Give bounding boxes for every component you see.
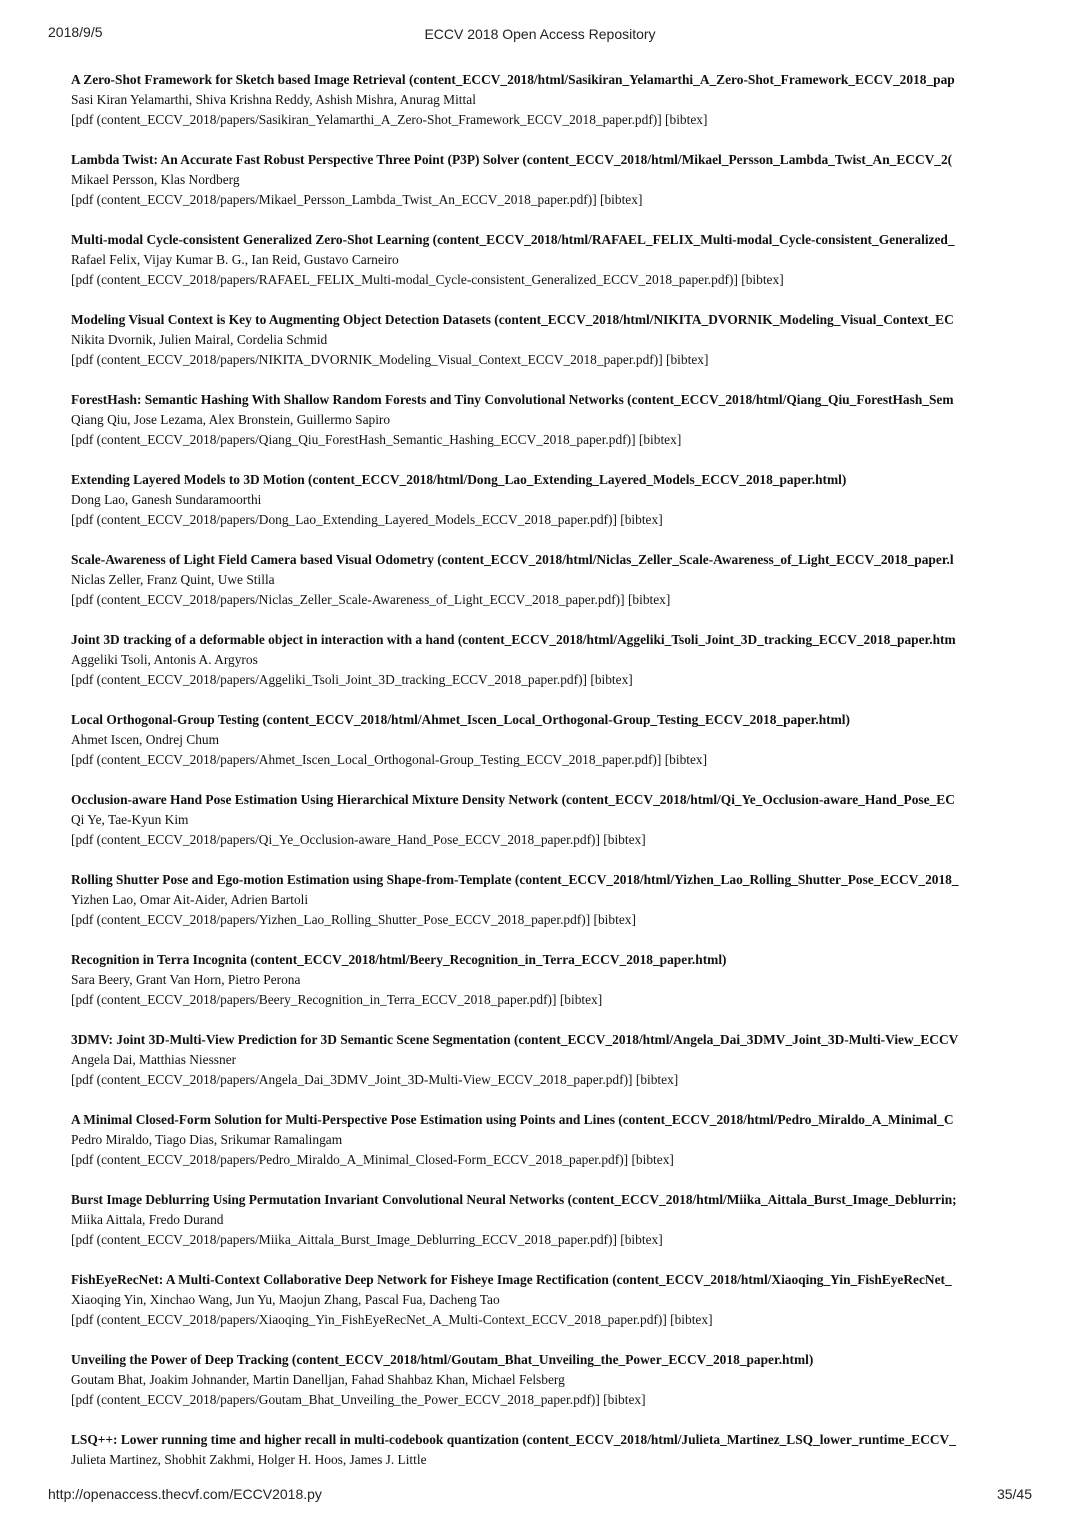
paper-title-link[interactable]: Local Orthogonal-Group Testing (content_ECCV_2018/html/Ahmet_Iscen_Local_Orthogonal-Group_Testing_ECCV_2018_paper.html) bbox=[71, 712, 850, 727]
paper-title-link[interactable]: Lambda Twist: An Accurate Fast Robust Perspective Three Point (P3P) Solver (content_ECCV_2018/html/Mikael_Persson_Lambda_Twist_An_ECCV_2( bbox=[71, 152, 953, 167]
paper-authors: Sasi Kiran Yelamarthi, Shiva Krishna Reddy, Ashish Mishra, Anurag Mittal bbox=[71, 92, 476, 107]
paper-entry bbox=[71, 630, 1033, 710]
paper-authors: Dong Lao, Ganesh Sundaramoorthi bbox=[71, 492, 262, 507]
paper-authors: Ahmet Iscen, Ondrej Chum bbox=[71, 732, 220, 747]
paper-title-link[interactable]: Joint 3D tracking of a deformable object in interaction with a hand (content_ECCV_2018/html/Aggeliki_Tsoli_Joint_3D_tracking_ECCV_2018_paper.htm bbox=[71, 632, 956, 647]
paper-authors: Sara Beery, Grant Van Horn, Pietro Perona bbox=[71, 972, 301, 987]
paper-entry bbox=[71, 1350, 1033, 1430]
paper-entry bbox=[71, 1270, 1033, 1350]
paper-authors: Nikita Dvornik, Julien Mairal, Cordelia Schmid bbox=[71, 332, 328, 347]
paper-entry bbox=[71, 230, 1033, 310]
paper-title-link[interactable]: Unveiling the Power of Deep Tracking (content_ECCV_2018/html/Goutam_Bhat_Unveiling_the_Power_ECCV_2018_paper.html) bbox=[71, 1352, 814, 1367]
paper-title-link[interactable]: Recognition in Terra Incognita (content_ECCV_2018/html/Beery_Recognition_in_Terra_ECCV_2018_paper.html) bbox=[71, 952, 727, 967]
paper-title-link[interactable]: A Zero-Shot Framework for Sketch based Image Retrieval (content_ECCV_2018/html/Sasikiran_Yelamarthi_A_Zero-Shot_Framework_ECCV_2018_pap bbox=[71, 72, 955, 87]
paper-authors: Yizhen Lao, Omar Ait-Aider, Adrien Bartoli bbox=[71, 892, 309, 907]
paper-entry bbox=[71, 1110, 1033, 1190]
paper-pdf-bibtex-links[interactable]: [pdf (content_ECCV_2018/papers/Sasikiran_Yelamarthi_A_Zero-Shot_Framework_ECCV_2018_paper.pdf)] [bibtex] bbox=[71, 112, 708, 127]
paper-authors: Qi Ye, Tae-Kyun Kim bbox=[71, 812, 189, 827]
paper-title-link[interactable]: Occlusion-aware Hand Pose Estimation Using Hierarchical Mixture Density Network (content_ECCV_2018/html/Qi_Ye_Occlusion-aware_Hand_Pose_EC bbox=[71, 792, 955, 807]
paper-title-link[interactable]: 3DMV: Joint 3D-Multi-View Prediction for 3D Semantic Scene Segmentation (content_ECCV_2018/html/Angela_Dai_3DMV_Joint_3D-Multi-View_ECCV bbox=[71, 1032, 959, 1047]
paper-authors: Julieta Martinez, Shobhit Zakhmi, Holger H. Hoos, James J. Little bbox=[71, 1452, 427, 1467]
paper-title-link[interactable]: Burst Image Deblurring Using Permutation Invariant Convolutional Neural Networks (content_ECCV_2018/html/Miika_Aittala_Burst_Image_Deblurrin; bbox=[71, 1192, 957, 1207]
paper-authors: Aggeliki Tsoli, Antonis A. Argyros bbox=[71, 652, 258, 667]
paper-authors: Niclas Zeller, Franz Quint, Uwe Stilla bbox=[71, 572, 275, 587]
paper-title-link[interactable]: Extending Layered Models to 3D Motion (content_ECCV_2018/html/Dong_Lao_Extending_Layered_Models_ECCV_2018_paper.html) bbox=[71, 472, 847, 487]
paper-pdf-bibtex-links[interactable]: [pdf (content_ECCV_2018/papers/Miika_Aittala_Burst_Image_Deblurring_ECCV_2018_paper.pdf)] [bibtex] bbox=[71, 1232, 663, 1247]
paper-title-link[interactable]: Modeling Visual Context is Key to Augmenting Object Detection Datasets (content_ECCV_2018/html/NIKITA_DVORNIK_Modeling_Visual_Context_EC bbox=[71, 312, 954, 327]
paper-title-link[interactable]: Rolling Shutter Pose and Ego-motion Estimation using Shape-from-Template (content_ECCV_2018/html/Yizhen_Lao_Rolling_Shutter_Pose_ECCV_2018_ bbox=[71, 872, 959, 887]
paper-pdf-bibtex-links[interactable]: [pdf (content_ECCV_2018/papers/RAFAEL_FELIX_Multi-modal_Cycle-consistent_Generalized_ECCV_2018_paper.pdf)] [bibtex] bbox=[71, 272, 784, 287]
paper-pdf-bibtex-links[interactable]: [pdf (content_ECCV_2018/papers/Aggeliki_Tsoli_Joint_3D_tracking_ECCV_2018_paper.pdf)] [bibtex] bbox=[71, 672, 633, 687]
paper-entry bbox=[71, 550, 1033, 630]
print-date: 2018/9/5 bbox=[48, 24, 103, 40]
paper-authors: Mikael Persson, Klas Nordberg bbox=[71, 172, 240, 187]
paper-entry bbox=[71, 950, 1033, 1030]
paper-entry bbox=[71, 390, 1033, 470]
paper-entry bbox=[71, 1030, 1033, 1110]
paper-title-link[interactable]: FishEyeRecNet: A Multi-Context Collaborative Deep Network for Fisheye Image Rectification (content_ECCV_2018/html/Xiaoqing_Yin_FishEyeRecNet_ bbox=[71, 1272, 952, 1287]
page-title: ECCV 2018 Open Access Repository bbox=[424, 26, 656, 42]
paper-pdf-bibtex-links[interactable]: [pdf (content_ECCV_2018/papers/Yizhen_Lao_Rolling_Shutter_Pose_ECCV_2018_paper.pdf)] [bibtex] bbox=[71, 912, 636, 927]
paper-pdf-bibtex-links[interactable]: [pdf (content_ECCV_2018/papers/NIKITA_DVORNIK_Modeling_Visual_Context_ECCV_2018_paper.pdf)] [bibtex] bbox=[71, 352, 709, 367]
paper-pdf-bibtex-links[interactable]: [pdf (content_ECCV_2018/papers/Qiang_Qiu_ForestHash_Semantic_Hashing_ECCV_2018_paper.pdf)] [bibtex] bbox=[71, 432, 682, 447]
paper-authors: Qiang Qiu, Jose Lezama, Alex Bronstein, Guillermo Sapiro bbox=[71, 412, 391, 427]
paper-entry bbox=[71, 150, 1033, 230]
paper-entry bbox=[71, 310, 1033, 390]
paper-pdf-bibtex-links[interactable]: [pdf (content_ECCV_2018/papers/Mikael_Persson_Lambda_Twist_An_ECCV_2018_paper.pdf)] [bibtex] bbox=[71, 192, 643, 207]
paper-authors: Pedro Miraldo, Tiago Dias, Srikumar Ramalingam bbox=[71, 1132, 343, 1147]
page-number: 35/45 bbox=[996, 1486, 1032, 1502]
paper-pdf-bibtex-links[interactable]: [pdf (content_ECCV_2018/papers/Dong_Lao_Extending_Layered_Models_ECCV_2018_paper.pdf)] [bibtex] bbox=[71, 512, 663, 527]
paper-title-link[interactable]: Multi-modal Cycle-consistent Generalized Zero-Shot Learning (content_ECCV_2018/html/RAFAEL_FELIX_Multi-modal_Cycle-consistent_Generalized_ bbox=[71, 232, 955, 247]
paper-authors: Goutam Bhat, Joakim Johnander, Martin Danelljan, Fahad Shahbaz Khan, Michael Felsberg bbox=[71, 1372, 565, 1387]
paper-pdf-bibtex-links[interactable]: [pdf (content_ECCV_2018/papers/Goutam_Bhat_Unveiling_the_Power_ECCV_2018_paper.pdf)] [bibtex] bbox=[71, 1392, 646, 1407]
paper-title-link[interactable]: A Minimal Closed-Form Solution for Multi-Perspective Pose Estimation using Points and Lines (content_ECCV_2018/html/Pedro_Miraldo_A_Minimal_C bbox=[71, 1112, 954, 1127]
print-header bbox=[48, 24, 1032, 46]
paper-authors: Angela Dai, Matthias Niessner bbox=[71, 1052, 237, 1067]
paper-authors: Xiaoqing Yin, Xinchao Wang, Jun Yu, Maojun Zhang, Pascal Fua, Dacheng Tao bbox=[71, 1292, 500, 1307]
paper-pdf-bibtex-links[interactable]: [pdf (content_ECCV_2018/papers/Ahmet_Iscen_Local_Orthogonal-Group_Testing_ECCV_2018_paper.pdf)] [bibtex] bbox=[71, 752, 708, 767]
paper-title-link[interactable]: LSQ++: Lower running time and higher recall in multi-codebook quantization (content_ECCV_2018/html/Julieta_Martinez_LSQ_lower_runtime_ECCV_ bbox=[71, 1432, 956, 1447]
page-url: http://openaccess.thecvf.com/ECCV2018.py bbox=[48, 1486, 322, 1502]
paper-pdf-bibtex-links[interactable]: [pdf (content_ECCV_2018/papers/Beery_Recognition_in_Terra_ECCV_2018_paper.pdf)] [bibtex] bbox=[71, 992, 603, 1007]
paper-pdf-bibtex-links[interactable]: [pdf (content_ECCV_2018/papers/Niclas_Zeller_Scale-Awareness_of_Light_ECCV_2018_paper.pdf)] [bibtex] bbox=[71, 592, 671, 607]
paper-authors: Rafael Felix, Vijay Kumar B. G., Ian Reid, Gustavo Carneiro bbox=[71, 252, 399, 267]
paper-pdf-bibtex-links[interactable]: [pdf (content_ECCV_2018/papers/Pedro_Miraldo_A_Minimal_Closed-Form_ECCV_2018_paper.pdf)] [bibtex] bbox=[71, 1152, 674, 1167]
paper-list bbox=[71, 70, 1033, 1510]
paper-entry bbox=[71, 470, 1033, 550]
paper-pdf-bibtex-links[interactable]: [pdf (content_ECCV_2018/papers/Xiaoqing_Yin_FishEyeRecNet_A_Multi-Context_ECCV_2018_paper.pdf)] [bibtex] bbox=[71, 1312, 713, 1327]
paper-entry bbox=[71, 710, 1033, 790]
paper-pdf-bibtex-links[interactable]: [pdf (content_ECCV_2018/papers/Angela_Dai_3DMV_Joint_3D-Multi-View_ECCV_2018_paper.pdf)] [bibtex] bbox=[71, 1072, 679, 1087]
paper-pdf-bibtex-links[interactable]: [pdf (content_ECCV_2018/papers/Qi_Ye_Occlusion-aware_Hand_Pose_ECCV_2018_paper.pdf)] [bibtex] bbox=[71, 832, 646, 847]
paper-title-link[interactable]: ForestHash: Semantic Hashing With Shallow Random Forests and Tiny Convolutional Networks (content_ECCV_2018/html/Qiang_Qiu_ForestHash_Sem bbox=[71, 392, 954, 407]
paper-entry bbox=[71, 70, 1033, 150]
paper-entry bbox=[71, 790, 1033, 870]
paper-entry bbox=[71, 1190, 1033, 1270]
paper-entry bbox=[71, 870, 1033, 950]
paper-title-link[interactable]: Scale-Awareness of Light Field Camera based Visual Odometry (content_ECCV_2018/html/Niclas_Zeller_Scale-Awareness_of_Light_ECCV_2018_paper.l bbox=[71, 552, 954, 567]
paper-authors: Miika Aittala, Fredo Durand bbox=[71, 1212, 224, 1227]
print-footer bbox=[48, 1486, 1032, 1508]
